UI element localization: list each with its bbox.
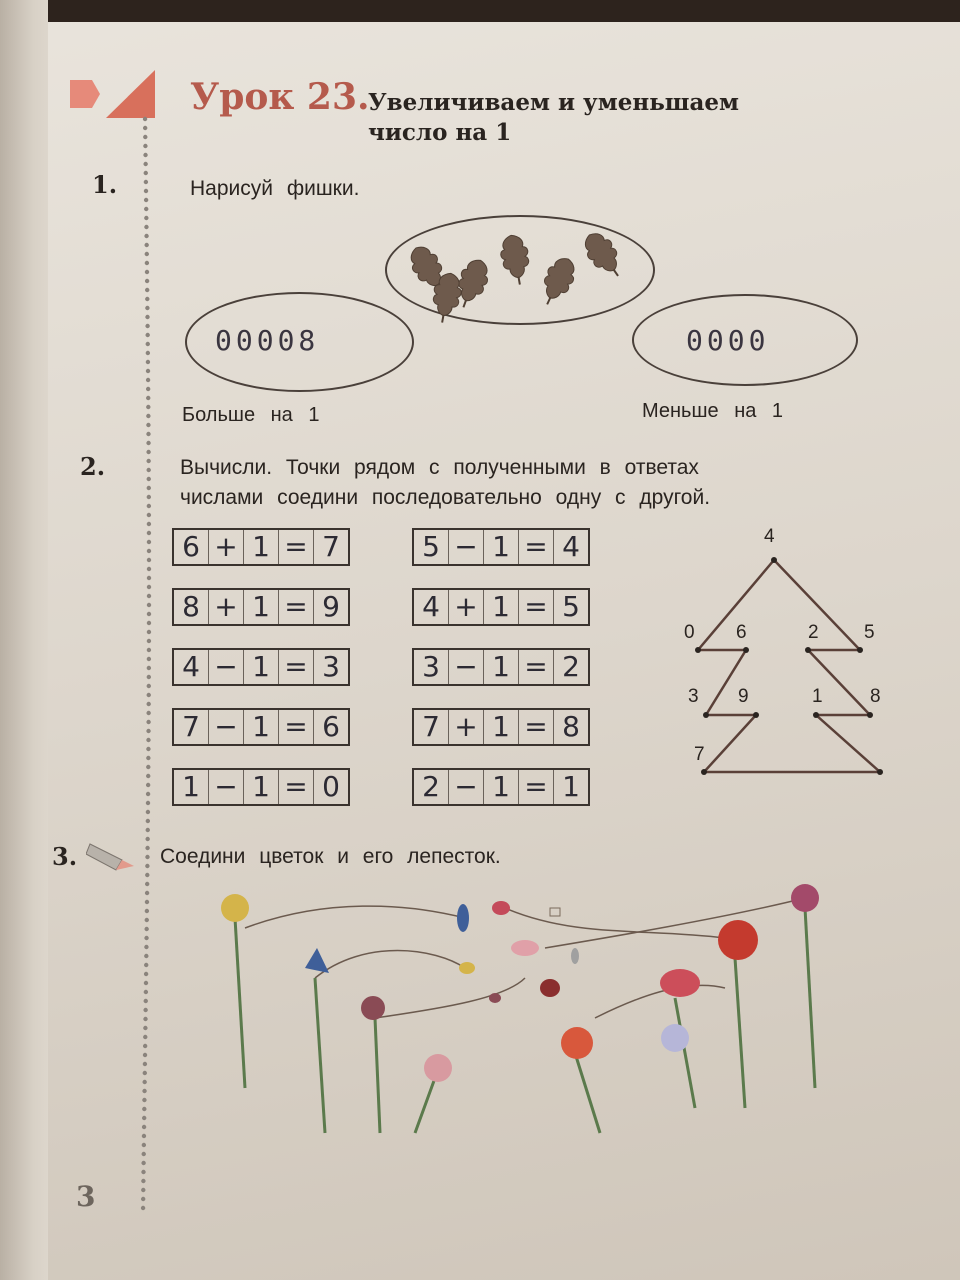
pencil-connection-lines — [245, 898, 805, 1018]
lesson-title: Увеличиваем и уменьшаем число на 1 — [368, 89, 740, 146]
equation-cell: 3 — [414, 650, 449, 684]
tree-outline — [698, 560, 880, 772]
tree-label-r1a: 2 — [808, 622, 819, 643]
equation-cell: − — [209, 770, 244, 804]
task-2-number: 2. — [80, 452, 106, 481]
tree-label-l2b: 9 — [738, 686, 749, 707]
equation-row[interactable] — [412, 708, 590, 746]
equation-cell: − — [209, 710, 244, 744]
equation-cell: + — [209, 530, 244, 564]
equation-cell: 5 — [414, 530, 449, 564]
equation-cell: − — [449, 530, 484, 564]
page-edge — [0, 0, 48, 1280]
task-3-instruction: Соедини цветок и его лепесток. — [160, 845, 501, 868]
equation-answer-cell[interactable]: 5 — [562, 590, 580, 623]
equation-cell: 4 — [174, 650, 209, 684]
chips-oval-right[interactable] — [632, 294, 858, 386]
handwritten-answer-left: 00008 — [215, 324, 320, 357]
equation-cell: = — [519, 650, 554, 684]
tree-label-r2a: 1 — [812, 686, 823, 707]
label-less-by-one: Меньше на 1 — [642, 400, 784, 422]
task-2-instruction-line2: числами соедини последовательно одну с другой. — [180, 486, 711, 509]
equation-cell: = — [279, 710, 314, 744]
lesson-number: Урок 23. — [190, 76, 370, 118]
equation-cell: − — [209, 650, 244, 684]
equation-row[interactable] — [172, 648, 350, 686]
handwritten-answer-right: 0000 — [686, 324, 770, 357]
equation-cell: 1 — [244, 590, 279, 624]
tree-label-r1b: 5 — [864, 622, 875, 643]
equation-cell: 1 — [244, 770, 279, 804]
label-more-by-one: Больше на 1 — [182, 404, 320, 426]
equation-cell: 2 — [414, 770, 449, 804]
equation-cell: = — [279, 650, 314, 684]
background-strip — [0, 0, 960, 22]
tree-label-l1b: 6 — [736, 622, 747, 643]
equation-cell: = — [519, 530, 554, 564]
equation-cell: 8 — [174, 590, 209, 624]
equation-row[interactable] — [412, 588, 590, 626]
equation-row[interactable] — [412, 648, 590, 686]
equation-cell: − — [449, 650, 484, 684]
equation-answer-cell[interactable]: 2 — [562, 650, 580, 683]
equation-cell: 1 — [484, 770, 519, 804]
equation-answer-cell[interactable]: 8 — [562, 710, 580, 743]
pencil-icon — [86, 836, 136, 876]
tree-label-r2b: 8 — [870, 686, 881, 707]
equation-cell: = — [519, 710, 554, 744]
equation-row[interactable] — [172, 768, 350, 806]
task-3-number: 3. — [52, 842, 78, 871]
equation-row[interactable] — [172, 588, 350, 626]
equation-cell: = — [279, 770, 314, 804]
tree-label-bottom: 7 — [694, 744, 705, 765]
equation-answer-cell[interactable]: 1 — [562, 770, 580, 803]
equation-cell: = — [519, 770, 554, 804]
tree-label-l1a: 0 — [684, 622, 695, 643]
equation-cell: 1 — [484, 710, 519, 744]
task-1-instruction: Нарисуй фишки. — [190, 177, 360, 200]
equation-row[interactable] — [172, 528, 350, 566]
equation-answer-cell[interactable]: 6 — [322, 710, 340, 743]
equation-cell: = — [519, 590, 554, 624]
equation-cell: + — [209, 590, 244, 624]
tree-dots — [695, 557, 883, 775]
chips-oval-center — [385, 215, 655, 325]
chip-leaves — [387, 217, 653, 323]
equation-cell: 6 — [174, 530, 209, 564]
flowers-and-petals-illustration[interactable] — [205, 878, 855, 1138]
task-2-instruction-line1: Вычисли. Точки рядом с полученными в ответах — [180, 456, 699, 479]
equation-answer-cell[interactable]: 7 — [322, 530, 340, 563]
tree-label-l2a: 3 — [688, 686, 699, 707]
equation-cell: 1 — [484, 530, 519, 564]
page-number: 3 — [76, 1180, 96, 1213]
equation-answer-cell[interactable]: 9 — [322, 590, 340, 623]
equation-cell: + — [449, 590, 484, 624]
equation-cell: + — [449, 710, 484, 744]
equation-cell: 1 — [244, 530, 279, 564]
chips-oval-left[interactable] — [185, 292, 414, 392]
equation-answer-cell[interactable]: 0 — [322, 770, 340, 803]
equation-cell: = — [279, 530, 314, 564]
oak-leaf-icon — [498, 233, 534, 287]
oak-leaf-icon — [535, 253, 581, 310]
equation-cell: 4 — [414, 590, 449, 624]
equation-answer-cell[interactable]: 3 — [322, 650, 340, 683]
oak-leaf-icon — [578, 227, 629, 284]
equation-row[interactable] — [412, 528, 590, 566]
dot-to-dot-tree[interactable] — [670, 520, 910, 790]
equation-cell: 1 — [244, 710, 279, 744]
loose-petals — [457, 901, 579, 1003]
dotted-margin-line — [132, 115, 158, 1215]
tree-label-top: 4 — [764, 526, 775, 547]
lesson-ribbon-icon — [70, 70, 155, 118]
equation-row[interactable] — [412, 768, 590, 806]
task-1-number: 1. — [92, 170, 118, 199]
equation-cell: 1 — [244, 650, 279, 684]
equation-cell: 7 — [174, 710, 209, 744]
equation-cell: 1 — [484, 590, 519, 624]
equation-cell: 1 — [484, 650, 519, 684]
equation-answer-cell[interactable]: 4 — [562, 530, 580, 563]
equation-cell: 7 — [414, 710, 449, 744]
equation-cell: − — [449, 770, 484, 804]
equation-cell: 1 — [174, 770, 209, 804]
equation-row[interactable] — [172, 708, 350, 746]
equation-cell: = — [279, 590, 314, 624]
